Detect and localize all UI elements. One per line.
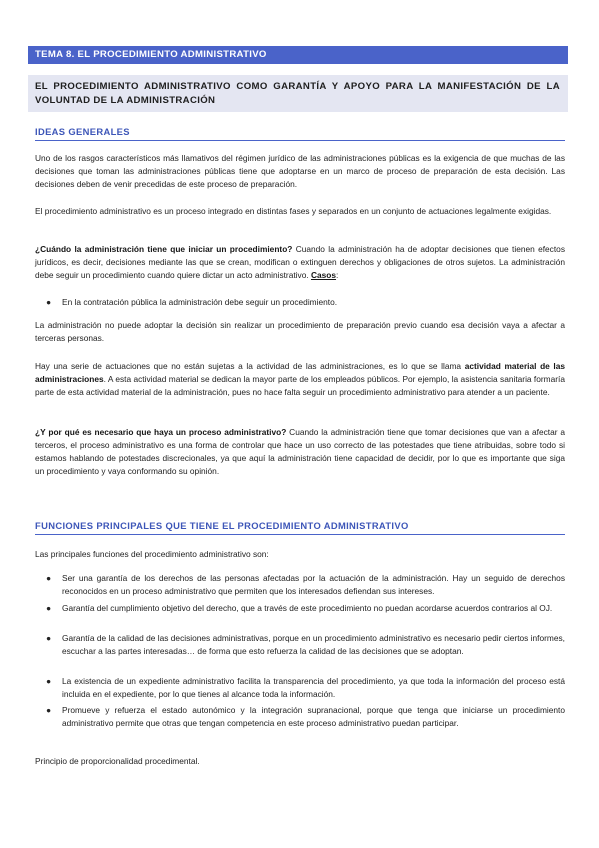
list-item-text: Garantía de la calidad de las decisiones administrativas, porque en un procedimiento administrativo es necesario pedir ciertos informes, escuchar a las partes interesadas… de forma que esto refuerza la calidad de las decisiones que se adoptan. (62, 633, 565, 657)
list-item-text: La existencia de un expediente administrativo facilita la transparencia del procedimiento, ya que toda la información del proceso está incluida en el expediente, por lo que tienes al alcance toda la información. (62, 676, 565, 700)
paragraph-text: Cuando la administración ha de adoptar decisiones que tienen efectos jurídicos, es decir, decisiones mediante las que se crean, modifican o extinguen derechos y obligaciones de otros sujetos. La administración debe seguir un procedimiento cuando quiere dictar un acto administrativo. (35, 244, 565, 281)
casos-label: Casos (310, 270, 337, 281)
list-item-text: Promueve y refuerza el estado autonómico y la integración supranacional, porque que tenga que iniciarse un procedimiento administrativo permite que otras que tengan competencia en este proceso administrativo puedan participar. (62, 705, 565, 729)
bullet-icon: ● (46, 676, 52, 686)
paragraph-closing: Principio de proporcionalidad procedimental. (35, 756, 200, 766)
section-divider (35, 140, 565, 141)
theme-title-bar: TEMA 8. EL PROCEDIMIENTO ADMINISTRATIVO (28, 46, 568, 64)
list-item (46, 632, 565, 658)
list-item (46, 675, 565, 701)
paragraph-actividad-material (35, 360, 565, 399)
list-item-text: Garantía del cumplimiento objetivo del derecho, que a través de este procedimiento no puedan acordarse acuerdos contrarios al OJ. (62, 603, 553, 613)
paragraph: Uno de los rasgos característicos más llamativos del régimen jurídico de las administraciones públicas es la exigencia de que muchas de las decisiones que toman las administraciones públicas tiene que adoptarse en un marco de proceso de preparación de esta decisión. Las decisiones deben de venir precedidas de este proceso de preparación. (35, 153, 565, 190)
paragraph-text: Hay una serie de actuaciones que no están sujetas a la actividad de las administraciones, es lo que se llama (35, 361, 465, 371)
paragraph: La administración no puede adoptar la decisión sin realizar un procedimiento de preparación previo cuando esa decisión vaya a afectar a terceras personas. (35, 320, 565, 344)
section-heading-ideas-generales: IDEAS GENERALES (35, 126, 130, 137)
bullet-icon: ● (46, 603, 52, 613)
bullet-icon: ● (46, 705, 52, 715)
section-divider (35, 534, 565, 535)
paragraph-por-que (35, 426, 565, 478)
list-item (46, 602, 565, 615)
paragraph: El procedimiento administrativo es un proceso integrado en distintas fases y separados en un conjunto de actuaciones legalmente exigidas. (35, 206, 552, 216)
question-bold: ¿Cuándo la administración tiene que iniciar un procedimiento? (35, 244, 293, 254)
bullet-icon: ● (46, 297, 52, 307)
section-heading-funciones: FUNCIONES PRINCIPALES QUE TIENE EL PROCEDIMIENTO ADMINISTRATIVO (35, 520, 409, 531)
paragraph-cuando (35, 243, 565, 282)
question-bold: ¿Y por qué es necesario que haya un proceso administrativo? (35, 427, 287, 437)
list-item (46, 704, 565, 730)
paragraph-text: . A esta actividad material se dedican la mayor parte de los empleados públicos. Por ejemplo, la asistencia sanitaria formaría parte de esta actividad material de la administración, pues no hace falta seguir un procedimiento administrativo para atender a un paciente. (35, 374, 565, 398)
list-item (46, 296, 565, 309)
bullet-icon: ● (46, 633, 52, 643)
list-item-text: En la contratación pública la administración debe seguir un procedimiento. (62, 297, 338, 307)
paragraph-text: : (336, 270, 339, 281)
paragraph: Las principales funciones del procedimiento administrativo son: (35, 549, 269, 559)
list-item-text: Ser una garantía de los derechos de las personas afectadas por la actuación de la administración. Hay un seguido de derechos reconocidos en un proceso administrativo que permiten que los interesados defiendan sus intereses. (62, 573, 565, 597)
bullet-icon: ● (46, 573, 52, 583)
list-item (46, 572, 565, 598)
term-bold: actividad material de las administraciones (35, 361, 566, 385)
paragraph-text: Cuando la administración tiene que tomar decisiones que van a afectar a terceros, el proceso administrativo es una forma de controlar que hace un uso correcto de las potestades que tiene atribuidas, sobre todo si estamos hablando de potestades discrecionales, ya que aquí la administración tiene capacidad de decidir, por lo que es importante que siga un procedimiento y vaya conformando su opinión. (35, 427, 565, 477)
chapter-subtitle: EL PROCEDIMIENTO ADMINISTRATIVO COMO GARANTÍA Y APOYO PARA LA MANIFESTACIÓN DE LA VOLUNTAD DE LA ADMINISTRACIÓN (28, 75, 568, 112)
